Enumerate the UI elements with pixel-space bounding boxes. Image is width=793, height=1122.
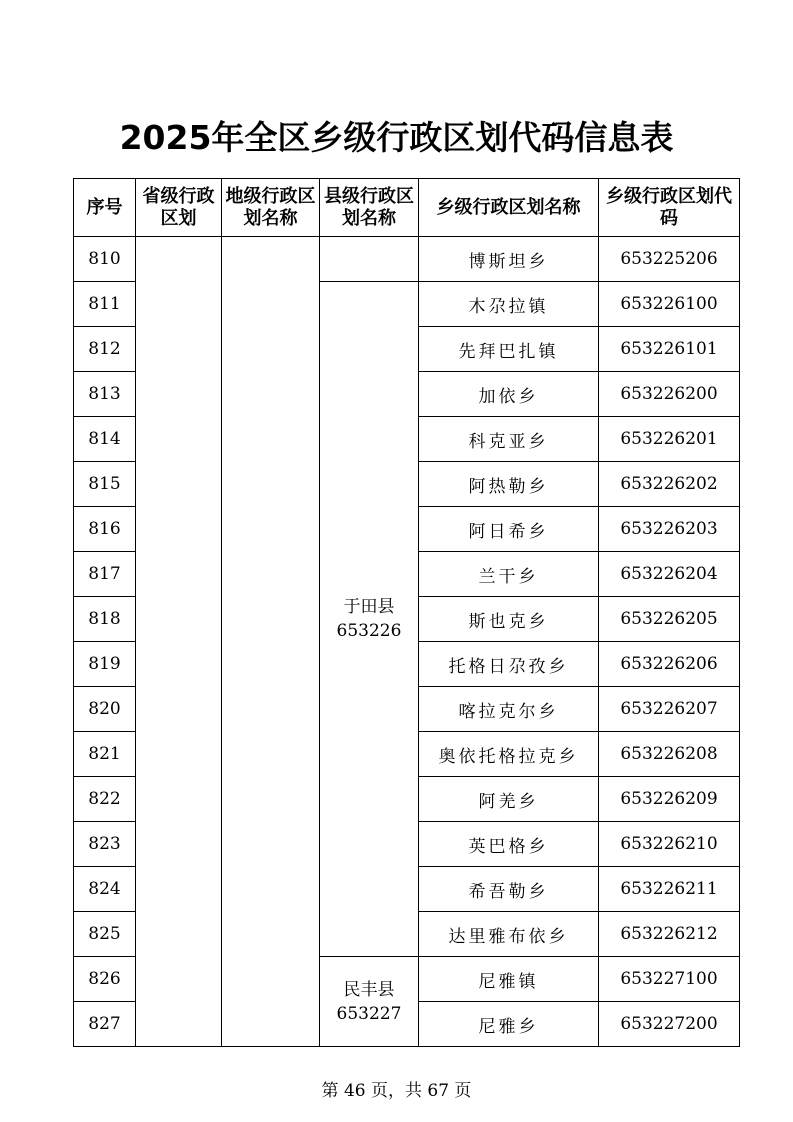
township-code: 653227200: [599, 1002, 740, 1047]
township-name: 斯也克乡: [419, 597, 599, 642]
row-seq: 819: [74, 642, 136, 687]
row-seq: 822: [74, 777, 136, 822]
township-code: 653226101: [599, 327, 740, 372]
county-name: 于田县: [343, 597, 395, 617]
county-cell-minfeng: [320, 957, 419, 1047]
township-code: 653226202: [599, 462, 740, 507]
township-name: 奥依托格拉克乡: [419, 732, 599, 777]
row-seq: 811: [74, 282, 136, 327]
header-township-code: 乡级行政区划代码: [599, 179, 740, 237]
township-name: 喀拉克尔乡: [419, 687, 599, 732]
township-code: 653226201: [599, 417, 740, 462]
township-name: 博斯坦乡: [419, 237, 599, 282]
township-code: 653226100: [599, 282, 740, 327]
county-cell-yutian: [320, 282, 419, 957]
header-county: 县级行政区划名称: [320, 179, 419, 237]
row-seq: 814: [74, 417, 136, 462]
row-seq: 818: [74, 597, 136, 642]
row-seq: 813: [74, 372, 136, 417]
township-name: 兰干乡: [419, 552, 599, 597]
township-code-table: [73, 178, 740, 1047]
township-name: 阿热勒乡: [419, 462, 599, 507]
province-cell: [136, 237, 222, 1047]
row-seq: 823: [74, 822, 136, 867]
township-name: 阿日希乡: [419, 507, 599, 552]
township-name: 希吾勒乡: [419, 867, 599, 912]
row-seq: 821: [74, 732, 136, 777]
row-seq: 812: [74, 327, 136, 372]
header-township-name: 乡级行政区划名称: [419, 179, 599, 237]
township-code: 653226206: [599, 642, 740, 687]
row-seq: 824: [74, 867, 136, 912]
row-seq: 825: [74, 912, 136, 957]
township-code: 653226212: [599, 912, 740, 957]
header-prefecture: 地级行政区划名称: [222, 179, 320, 237]
township-name: 尼雅镇: [419, 957, 599, 1002]
row-seq: 817: [74, 552, 136, 597]
township-name: 科克亚乡: [419, 417, 599, 462]
row-seq: 810: [74, 237, 136, 282]
township-code: 653226207: [599, 687, 740, 732]
table-row: [74, 237, 740, 282]
township-name: 先拜巴扎镇: [419, 327, 599, 372]
township-code: 653225206: [599, 237, 740, 282]
township-name: 托格日尕孜乡: [419, 642, 599, 687]
township-code: 653226211: [599, 867, 740, 912]
header-seq: 序号: [74, 179, 136, 237]
township-name: 阿羌乡: [419, 777, 599, 822]
township-code: 653226203: [599, 507, 740, 552]
prefecture-cell: [222, 237, 320, 1047]
county-cell-empty: [320, 237, 419, 282]
page-title: 2025年全区乡级行政区划代码信息表: [119, 118, 674, 157]
township-code: 653226208: [599, 732, 740, 777]
township-code: 653226200: [599, 372, 740, 417]
row-seq: 815: [74, 462, 136, 507]
page-footer: 第 46 页，共 67 页: [321, 1081, 472, 1101]
township-code: 653227100: [599, 957, 740, 1002]
row-seq: 827: [74, 1002, 136, 1047]
township-name: 木尕拉镇: [419, 282, 599, 327]
township-code: 653226204: [599, 552, 740, 597]
township-code: 653226205: [599, 597, 740, 642]
township-name: 达里雅布依乡: [419, 912, 599, 957]
township-code: 653226209: [599, 777, 740, 822]
county-code: 653226: [336, 621, 402, 641]
row-seq: 826: [74, 957, 136, 1002]
township-name: 尼雅乡: [419, 1002, 599, 1047]
table-header-row: [74, 179, 740, 237]
header-province: 省级行政区划: [136, 179, 222, 237]
township-name: 英巴格乡: [419, 822, 599, 867]
row-seq: 816: [74, 507, 136, 552]
county-code: 653227: [336, 1003, 402, 1024]
township-code: 653226210: [599, 822, 740, 867]
township-name: 加依乡: [419, 372, 599, 417]
county-name: 民丰县: [343, 979, 395, 1000]
row-seq: 820: [74, 687, 136, 732]
